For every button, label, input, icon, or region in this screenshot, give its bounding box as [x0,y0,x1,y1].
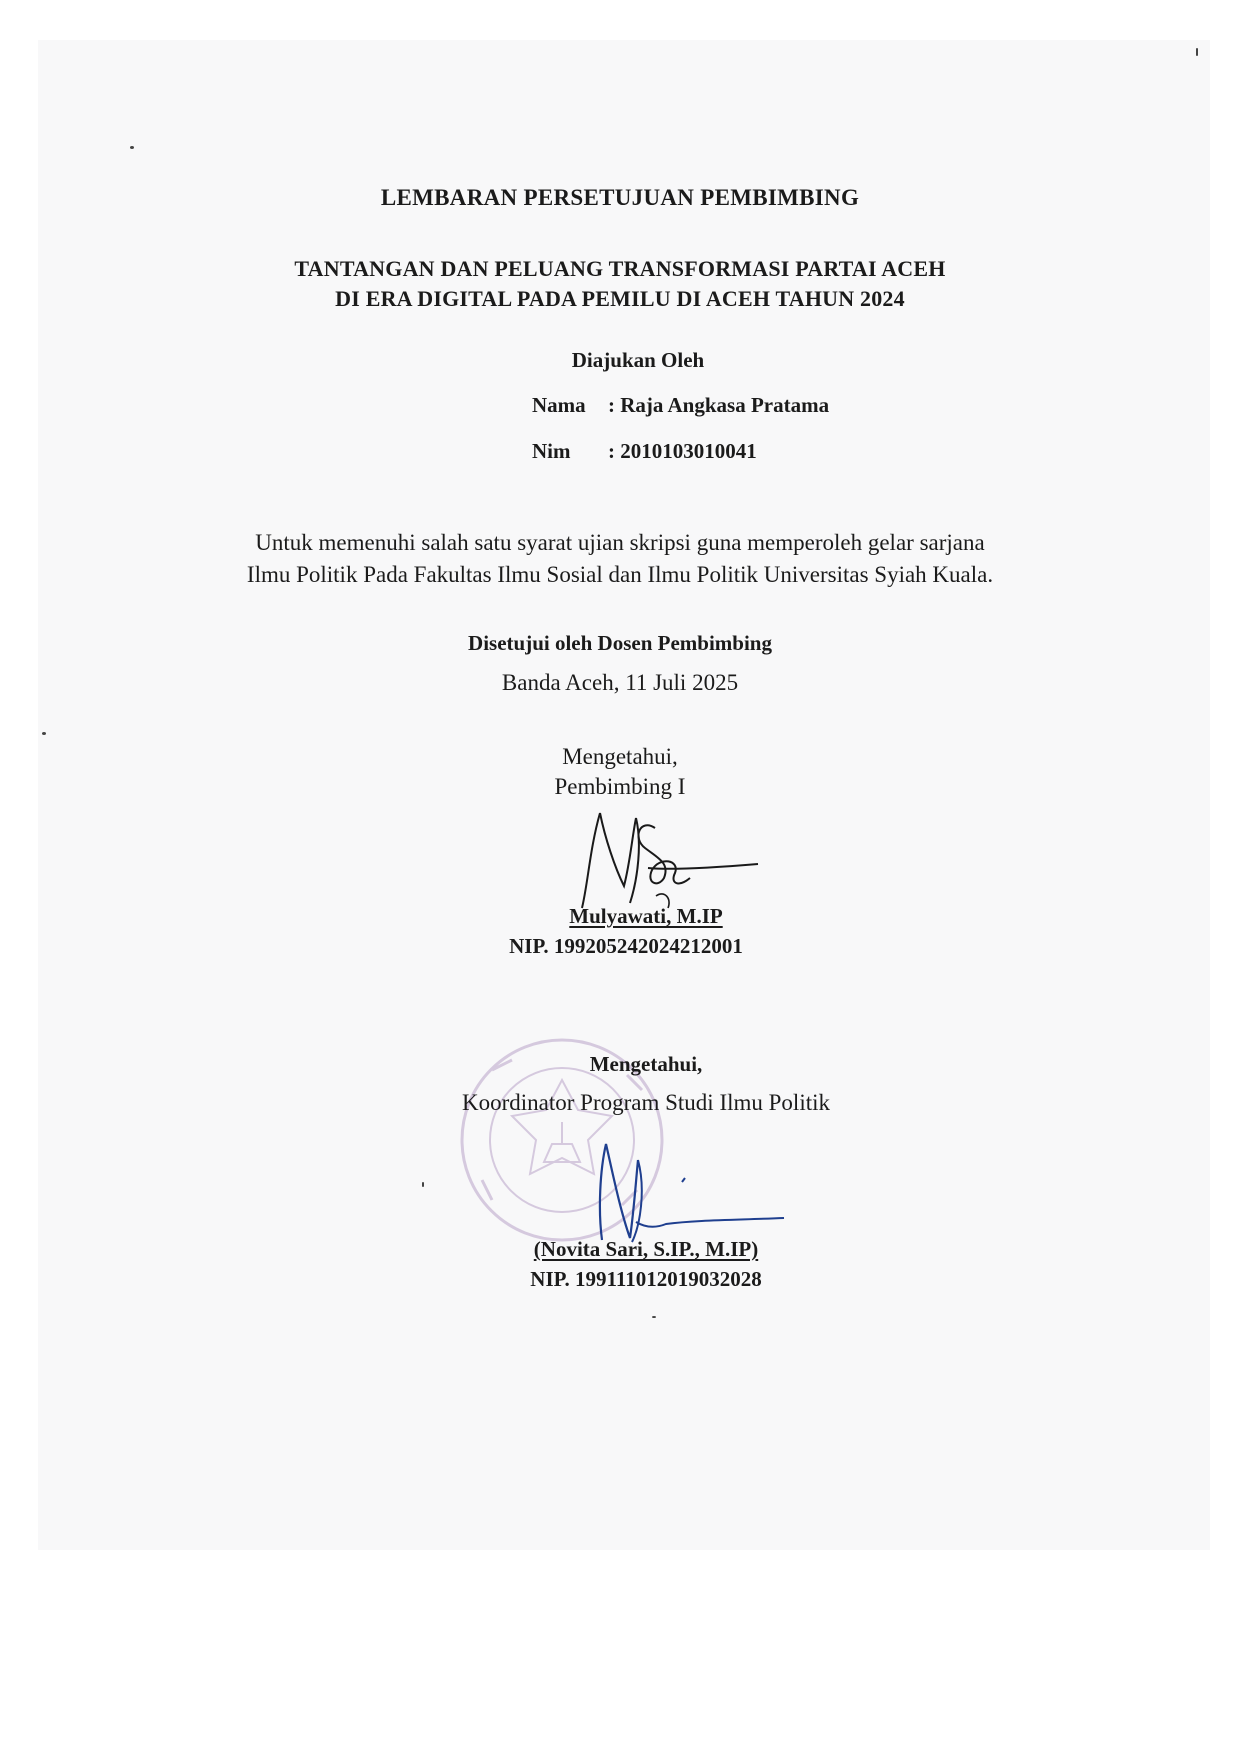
scan-speck [42,732,46,735]
name-value: : Raja Angkasa Pratama [608,393,830,417]
approved-by-label: Disetujui oleh Dosen Pembimbing [468,631,772,655]
submitted-by-label: Diajukan Oleh [571,348,705,372]
nim-label: Nim [532,439,571,463]
thesis-title-line-2: DI ERA DIGITAL PADA PEMILU DI ACEH TAHUN 2024 [335,286,905,311]
scan-speck [652,1316,656,1318]
supervisor-acknowledge: Mengetahui, [562,744,678,769]
place-date: Banda Aceh, 11 Juli 2025 [501,670,739,695]
supervisor-signature [560,808,760,918]
coordinator-name: (Novita Sari, S.IP., M.IP) [533,1237,759,1261]
scan-speck [422,1182,424,1187]
purpose-line-2: Ilmu Politik Pada Fakultas Ilmu Sosial dan Ilmu Politik Universitas Syiah Kuala. [246,562,994,587]
supervisor-nip: NIP. 199205242024212001 [509,934,743,958]
nim-value: : 2010103010041 [608,439,757,463]
supervisor-role: Pembimbing I [554,774,686,799]
coordinator-signature [586,1130,786,1250]
scan-speck [1196,48,1198,56]
supervisor-name: Mulyawati, M.IP [569,904,723,928]
document-heading: LEMBARAN PERSETUJUAN PEMBIMBING [380,185,860,210]
purpose-line-1: Untuk memenuhi salah satu syarat ujian skripsi guna memperoleh gelar sarjana [255,530,985,555]
coordinator-acknowledge: Mengetahui, [589,1052,703,1076]
scan-speck [130,146,134,149]
thesis-title-line-1: TANTANGAN DAN PELUANG TRANSFORMASI PARTAI ACEH [294,256,946,281]
name-label: Nama [532,393,586,417]
coordinator-role: Koordinator Program Studi Ilmu Politik [462,1090,830,1115]
coordinator-nip: NIP. 199111012019032028 [530,1267,762,1291]
